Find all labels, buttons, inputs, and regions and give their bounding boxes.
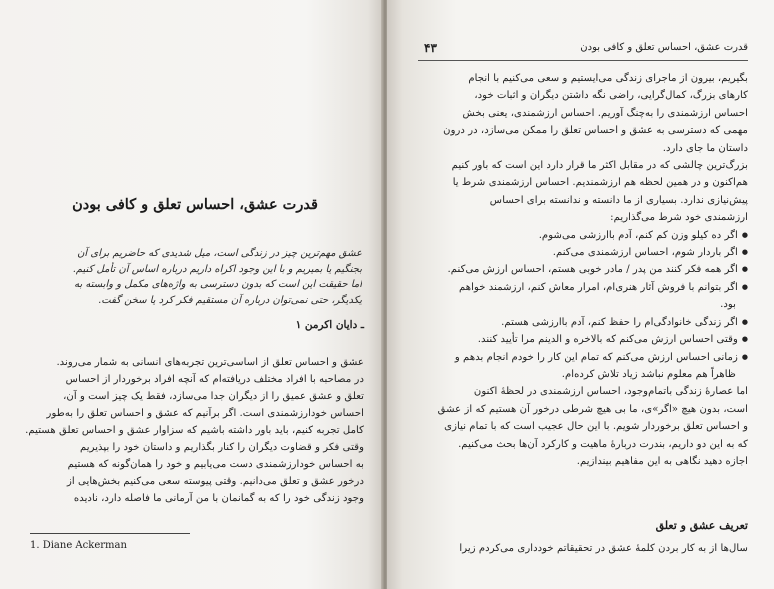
text-line: اجازه دهید نگاهی به این مفاهیم بیندازیم. [576,455,748,467]
section-heading: تعریف عشق و تعلق [655,519,748,532]
bullet-item: ● اگر ده کیلو وزن کم کنم، آدم باارزشی می‌شوم. [420,227,748,244]
text-line: عشق و احساس تعلق از اساسی‌ترین تجربه‌های انسانی به شمار می‌روند. [56,357,364,368]
epigraph-line: بجنگیم یا بمیریم و با این وجود اکراه داریم درباره اساس آن تأمل کنیم. [72,263,362,275]
text-line: داستان ما جای دارد. [662,142,748,154]
text-line: درخور عشق و تعلق می‌دانیم. وقتی پیوسته سعی می‌کنیم بخش‌هایی از [67,476,364,487]
text-line: پیش‌نیازی ندارد. بسیاری از ما دانسته و ندانسته برای احساس [489,194,748,206]
text-line: اما عصارهٔ زندگی باتمام‌وجود، احساس ارزشمندی در لحظهٔ اکنون [473,386,748,398]
text-line: در مصاحبه با افراد مختلف دریافته‌ام که آنچه افراد برخوردار از احساس [65,374,364,385]
chapter-title: قدرت عشق، احساس تعلق و کافی بودن [72,196,318,213]
text-line: تعلق و عشق عمیق را از دیگران جدا می‌سازد، فقط یک چیز است و آن، [63,391,364,402]
left-page [0,0,383,589]
text-line: بزرگ‌ترین چالشی که در مقابل اکثر ما قرار دارد این است که باور کنیم [451,160,748,172]
text-line: بود. [720,299,736,311]
epigraph-line: یکدیگر، حتی نمی‌توان درباره آن مستقیم فکر کرد یا سخن گفت. [98,294,362,306]
text-line: هم‌اکنون و در همین لحظه هم ارزشمندیم. احساس ارزشمندی شرط یا [452,177,748,189]
epigraph-line: اما حقیقت این است که بدون دسترسی به واژه‌های مکمل و وابسته به [74,279,362,290]
text-line: وجود زندگی خود را که به گمانمان با من آرمانی ما فاصله دارد، نادیده [73,493,364,504]
bullet-item: ● زمانی احساس ارزش می‌کنم که تمام این کار را خودم انجام بدهم و [420,349,748,366]
text-line: ارزشمندی خود شرط می‌گذاریم: [610,212,748,224]
text-line: بگیریم، بیرون از ماجرای زندگی می‌ایستیم و سعی می‌کنیم با انجام [468,73,748,84]
footnote: 1. Diane Ackerman [30,540,127,551]
left-body-text [24,354,364,507]
text-line: است، بدون هیچ «اگر»ی، ما بی‌ هیچ شرطی درخور آن هستیم که از عشق [437,403,748,415]
text-line: احساس خودارزشمندی است. اگر برآنیم که عشق و احساس تعلق را به‌طور [46,408,364,419]
text-line: به احساس خودارزشمندی دست می‌یابیم و خود را همان‌گونه که هستیم [67,459,364,470]
text-line: وقتی فکر و قضاوت دیگران را کنار بگذاریم و داستان خود را بپذیریم [79,442,364,453]
epigraph [26,246,362,308]
bullet-item: ● وقتی احساس ارزش می‌کنم که بالاخره و الدینم مرا تأیید کنند. [420,331,748,348]
text-line: کامل تجربه کنیم، باید باور داشته باشیم که سزاوار عشق و احساس تعلق هستیم. [25,425,364,436]
right-body-text [420,70,748,470]
text-line: مهمی که دسترسی به عشق و احساس تعلق را ممکن می‌سازد، در درون [443,125,748,137]
page-number: ۴۳ [424,41,437,55]
bullet-item: ● اگر همه فکر کنند من پدر / مادر خوبی هستم، احساس ارزش می‌کنم. [420,261,748,278]
bullet-item: ● اگر بتوانم با فروش آثار هنری‌ام، امرار معاش کنم، ارزشمند خواهم [420,279,748,296]
text-line: کارهای بزرگ، کمال‌گرایی، راضی نگه داشتن دیگران و اثبات خود، [474,90,748,102]
bullet-item: ● اگر باردار شوم، احساس ارزشمندی می‌کنم. [420,244,748,261]
section-body-line: سال‌ها از به کار بردن کلمهٔ عشق در تحقیقاتم خودداری می‌کردم زیرا [459,543,748,554]
text-line: ظاهراً هم معلوم نباشد زیاد تلاش کرده‌ام. [561,368,736,380]
text-line: احساس ارزشمندی را به‌چنگ آوریم. احساس ارزشمندی، یعنی بخش [462,107,748,119]
footnote-divider [30,533,190,534]
running-header [418,38,748,61]
running-header-title: قدرت عشق، احساس تعلق و کافی بودن [580,42,748,53]
text-line: که به این دو داریم، بندرت دربارهٔ ماهیت و کارکرد آن‌ها بحث می‌کنیم. [458,438,748,450]
epigraph-attribution: ـ دایان اکرمن ۱ [295,319,364,331]
bullet-item: ● اگر زندگی خانوادگی‌ام را حفظ کنم، آدم باارزشی هستم. [420,314,748,331]
text-line: و احساس تعلق برخوردار شویم. با این حال عجیب است که با تمام نیازی [444,421,748,433]
epigraph-line: عشق مهم‌ترین چیز در زندگی است، میل شدیدی که حاضریم برای آن [77,248,362,259]
